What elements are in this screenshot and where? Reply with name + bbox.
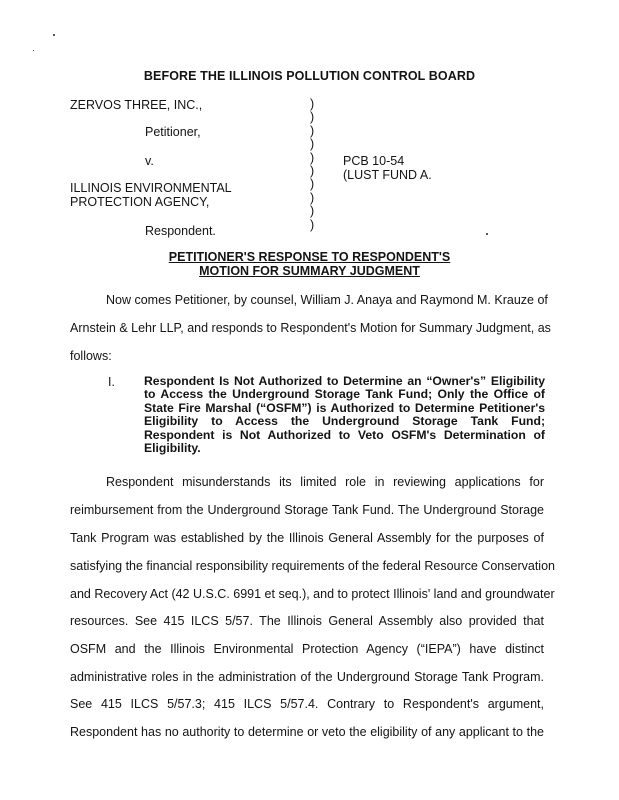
caption-parentheses: ) ) ) ) ) ) ) ) ) ) xyxy=(310,97,315,232)
body-line: Respondent misunderstands its limited role in reviewing applications for xyxy=(106,475,544,489)
point-number: I. xyxy=(108,375,115,389)
petitioner-role: Petitioner, xyxy=(145,125,201,139)
scan-speck xyxy=(33,50,34,51)
body-line: resources. See 415 ILCS 5/57. The Illinois General Assembly also provided that xyxy=(70,614,544,628)
petitioner-name: ZERVOS THREE, INC., xyxy=(70,98,203,112)
body-line: administrative roles in the administration of the Underground Storage Tank Program. xyxy=(70,670,544,684)
response-heading-line2: MOTION FOR SUMMARY JUDGMENT xyxy=(199,264,420,278)
respondent-name-line1: ILLINOIS ENVIRONMENTAL xyxy=(70,181,232,195)
body-line: Respondent has no authority to determine or veto the eligibility of any applicant to the xyxy=(70,725,544,739)
intro-line: Arnstein & Lehr LLP, and responds to Respondent's Motion for Summary Judgment, as xyxy=(70,321,551,335)
case-number: PCB 10-54 xyxy=(343,154,405,168)
case-type: (LUST FUND A. xyxy=(343,168,432,182)
respondent-name-line2: PROTECTION AGENCY, xyxy=(70,195,210,209)
body-line: and Recovery Act (42 U.S.C. 6991 et seq.), and to protect Illinois' land and groundwater xyxy=(70,587,555,601)
body-line: reimbursement from the Underground Storage Tank Fund. The Underground Storage xyxy=(70,503,544,517)
response-heading-line1: PETITIONER'S RESPONSE TO RESPONDENT'S xyxy=(168,250,451,264)
body-line: See 415 ILCS 5/57.3; 415 ILCS 5/57.4. Contrary to Respondent's argument, xyxy=(70,697,544,711)
scan-speck xyxy=(486,233,488,235)
versus-label: v. xyxy=(145,154,154,168)
document-title: BEFORE THE ILLINOIS POLLUTION CONTROL BOARD xyxy=(143,69,476,83)
body-line: Tank Program was established by the Illinois General Assembly for the purposes of xyxy=(70,531,544,545)
point-heading-text: Respondent Is Not Authorized to Determine an “Owner's” Eligibility to Access the Underground Storage Tank Fund; Only the Office of State Fire Marshal (“OSFM”) is Authorized to Determine Petitioner's Eligibility to Access the Underground Storage Tank Fund; Respondent is Not Authorized to Veto OSFM's Determination of Eligibility. xyxy=(144,374,545,456)
intro-line: follows: xyxy=(70,349,112,363)
scan-speck xyxy=(53,34,55,36)
body-line: satisfying the financial responsibility requirements of the federal Resource Conservation xyxy=(70,559,555,573)
respondent-role: Respondent. xyxy=(145,224,216,238)
body-line: OSFM and the Illinois Environmental Protection Agency (“IEPA”) have distinct xyxy=(70,642,544,656)
intro-line: Now comes Petitioner, by counsel, William J. Anaya and Raymond M. Krauze of xyxy=(106,293,548,307)
